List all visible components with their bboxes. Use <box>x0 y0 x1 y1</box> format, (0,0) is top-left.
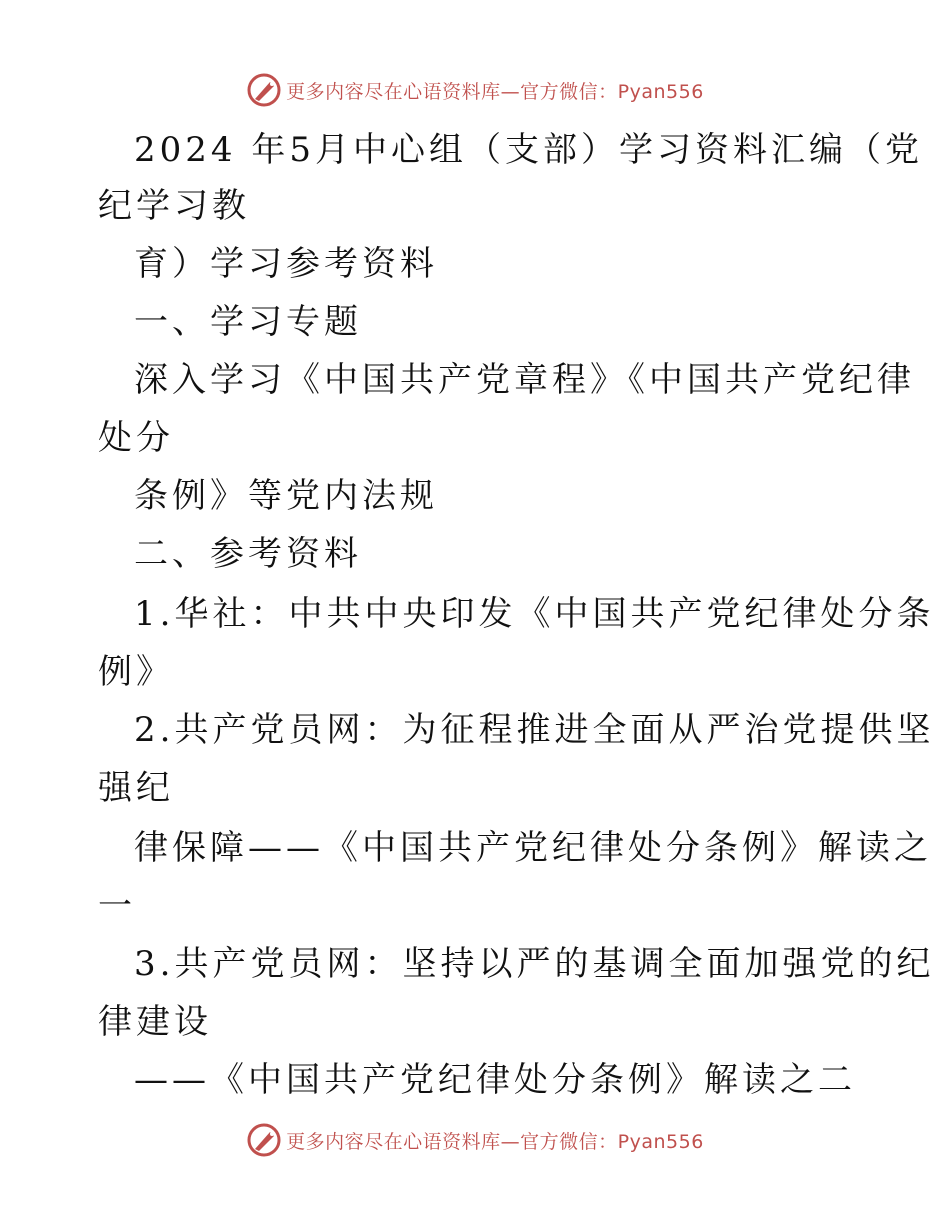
reference-item-3-cont: 律建设 <box>98 1002 212 1042</box>
reference-item-2-cont: 一 <box>98 886 136 926</box>
pen-logo-icon <box>246 1122 282 1158</box>
section-heading-2: 二、参考资料 <box>134 534 362 574</box>
section-heading-1: 一、学习专题 <box>134 302 362 342</box>
reference-item-3-cont: ——《中国共产党纪律处分条例》解读之二 <box>134 1060 856 1100</box>
watermark-text: 更多内容尽在心语资料库—官方微信：Pyan556 <box>286 1130 704 1153</box>
reference-item-1-cont: 例》 <box>98 652 174 692</box>
reference-item-2-cont: 律保障——《中国共产党纪律处分条例》解读之 <box>134 828 932 868</box>
paragraph-line: 处分 <box>98 418 174 458</box>
watermark-text: 更多内容尽在心语资料库—官方微信：Pyan556 <box>286 80 704 103</box>
reference-item-2-cont: 强纪 <box>98 768 174 808</box>
paragraph-line: 条例》等党内法规 <box>134 476 438 516</box>
reference-item-3: 3.共产党员网：坚持以严的基调全面加强党的纪 <box>134 944 935 984</box>
document-title-line-3: 育）学习参考资料 <box>134 244 438 284</box>
document-title-line-2: 纪学习教 <box>98 186 250 226</box>
paragraph-line: 深入学习《中国共产党章程》《中国共产党纪律 <box>134 360 915 400</box>
reference-item-2: 2.共产党员网：为征程推进全面从严治党提供坚 <box>134 710 935 750</box>
reference-item-1: 1.华社：中共中央印发《中国共产党纪律处分条 <box>134 594 935 634</box>
footer-watermark <box>0 1120 950 1160</box>
document-title-line-1: 2024 年5月中心组（支部）学习资料汇编（党 <box>134 130 923 170</box>
